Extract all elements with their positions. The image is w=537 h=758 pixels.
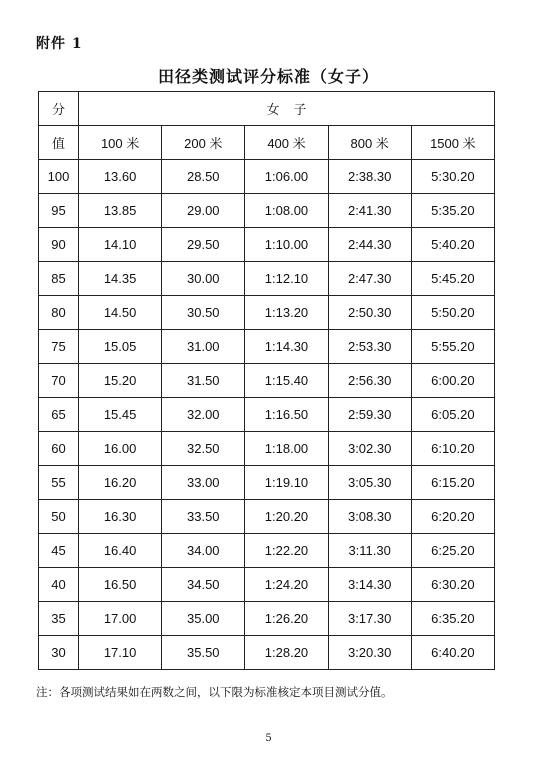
time-cell: 3:17.30: [328, 602, 411, 636]
time-cell: 31.00: [162, 330, 245, 364]
time-cell: 35.50: [162, 636, 245, 670]
score-cell: 70: [39, 364, 79, 398]
time-cell: 28.50: [162, 160, 245, 194]
column-header: 400 米: [245, 126, 328, 160]
time-cell: 16.30: [79, 500, 162, 534]
score-header-top: 分: [39, 92, 79, 126]
time-cell: 1:14.30: [245, 330, 328, 364]
score-cell: 65: [39, 398, 79, 432]
time-cell: 5:50.20: [411, 296, 494, 330]
time-cell: 6:15.20: [411, 466, 494, 500]
time-cell: 35.00: [162, 602, 245, 636]
time-cell: 13.60: [79, 160, 162, 194]
time-cell: 14.50: [79, 296, 162, 330]
score-cell: 35: [39, 602, 79, 636]
time-cell: 3:02.30: [328, 432, 411, 466]
time-cell: 16.50: [79, 568, 162, 602]
time-cell: 1:18.00: [245, 432, 328, 466]
time-cell: 32.50: [162, 432, 245, 466]
time-cell: 29.50: [162, 228, 245, 262]
time-cell: 33.50: [162, 500, 245, 534]
page-title: 田径类测试评分标准（女子）: [157, 67, 379, 86]
footnote: 注：各项测试结果如在两数之间，以下限为标准核定本项目测试分值。: [36, 685, 393, 699]
time-cell: 1:13.20: [245, 296, 328, 330]
time-cell: 1:26.20: [245, 602, 328, 636]
time-cell: 1:08.00: [245, 194, 328, 228]
time-cell: 1:28.20: [245, 636, 328, 670]
score-cell: 40: [39, 568, 79, 602]
time-cell: 30.00: [162, 262, 245, 296]
table-header-row-group: [39, 92, 495, 126]
score-cell: 60: [39, 432, 79, 466]
table-row: [39, 228, 495, 262]
table-row: [39, 296, 495, 330]
time-cell: 5:35.20: [411, 194, 494, 228]
table-row: [39, 500, 495, 534]
time-cell: 3:11.30: [328, 534, 411, 568]
time-cell: 16.00: [79, 432, 162, 466]
column-header: 200 米: [162, 126, 245, 160]
group-header-female: 女子: [79, 92, 495, 126]
time-cell: 6:10.20: [411, 432, 494, 466]
time-cell: 6:00.20: [411, 364, 494, 398]
table-row: [39, 262, 495, 296]
time-cell: 5:30.20: [411, 160, 494, 194]
time-cell: 3:05.30: [328, 466, 411, 500]
time-cell: 1:16.50: [245, 398, 328, 432]
time-cell: 31.50: [162, 364, 245, 398]
time-cell: 5:40.20: [411, 228, 494, 262]
time-cell: 3:08.30: [328, 500, 411, 534]
time-cell: 6:25.20: [411, 534, 494, 568]
time-cell: 6:05.20: [411, 398, 494, 432]
time-cell: 3:20.30: [328, 636, 411, 670]
score-cell: 80: [39, 296, 79, 330]
time-cell: 16.20: [79, 466, 162, 500]
table-row: [39, 432, 495, 466]
time-cell: 30.50: [162, 296, 245, 330]
time-cell: 5:55.20: [411, 330, 494, 364]
scoring-table: [38, 91, 495, 670]
column-header: 1500 米: [411, 126, 494, 160]
score-cell: 85: [39, 262, 79, 296]
time-cell: 34.00: [162, 534, 245, 568]
time-cell: 6:30.20: [411, 568, 494, 602]
score-cell: 55: [39, 466, 79, 500]
time-cell: 2:56.30: [328, 364, 411, 398]
table-row: [39, 364, 495, 398]
time-cell: 33.00: [162, 466, 245, 500]
time-cell: 1:22.20: [245, 534, 328, 568]
time-cell: 1:06.00: [245, 160, 328, 194]
time-cell: 13.85: [79, 194, 162, 228]
time-cell: 2:47.30: [328, 262, 411, 296]
time-cell: 14.35: [79, 262, 162, 296]
time-cell: 3:14.30: [328, 568, 411, 602]
score-cell: 50: [39, 500, 79, 534]
time-cell: 6:35.20: [411, 602, 494, 636]
time-cell: 15.05: [79, 330, 162, 364]
time-cell: 2:44.30: [328, 228, 411, 262]
table-row: [39, 398, 495, 432]
table-row: [39, 534, 495, 568]
score-cell: 30: [39, 636, 79, 670]
column-header: 800 米: [328, 126, 411, 160]
time-cell: 1:12.10: [245, 262, 328, 296]
table-row: [39, 330, 495, 364]
page-number: 5: [265, 733, 272, 744]
time-cell: 16.40: [79, 534, 162, 568]
time-cell: 6:40.20: [411, 636, 494, 670]
scoring-table-body: [39, 92, 495, 670]
column-header: 100 米: [79, 126, 162, 160]
time-cell: 17.10: [79, 636, 162, 670]
time-cell: 17.00: [79, 602, 162, 636]
table-row: [39, 636, 495, 670]
score-cell: 75: [39, 330, 79, 364]
time-cell: 1:24.20: [245, 568, 328, 602]
time-cell: 32.00: [162, 398, 245, 432]
score-cell: 45: [39, 534, 79, 568]
table-row: [39, 602, 495, 636]
time-cell: 34.50: [162, 568, 245, 602]
time-cell: 1:19.10: [245, 466, 328, 500]
time-cell: 1:15.40: [245, 364, 328, 398]
time-cell: 6:20.20: [411, 500, 494, 534]
time-cell: 5:45.20: [411, 262, 494, 296]
score-header-bottom: 值: [39, 126, 79, 160]
score-cell: 100: [39, 160, 79, 194]
time-cell: 2:53.30: [328, 330, 411, 364]
table-row: [39, 194, 495, 228]
attachment-label: 附件 1: [36, 36, 83, 52]
score-cell: 95: [39, 194, 79, 228]
time-cell: 1:20.20: [245, 500, 328, 534]
time-cell: 1:10.00: [245, 228, 328, 262]
time-cell: 2:50.30: [328, 296, 411, 330]
time-cell: 29.00: [162, 194, 245, 228]
time-cell: 2:59.30: [328, 398, 411, 432]
time-cell: 14.10: [79, 228, 162, 262]
score-cell: 90: [39, 228, 79, 262]
time-cell: 2:41.30: [328, 194, 411, 228]
table-row: [39, 466, 495, 500]
time-cell: 15.45: [79, 398, 162, 432]
time-cell: 15.20: [79, 364, 162, 398]
table-row: [39, 568, 495, 602]
table-header-row-events: [39, 126, 495, 160]
time-cell: 2:38.30: [328, 160, 411, 194]
table-row: [39, 160, 495, 194]
